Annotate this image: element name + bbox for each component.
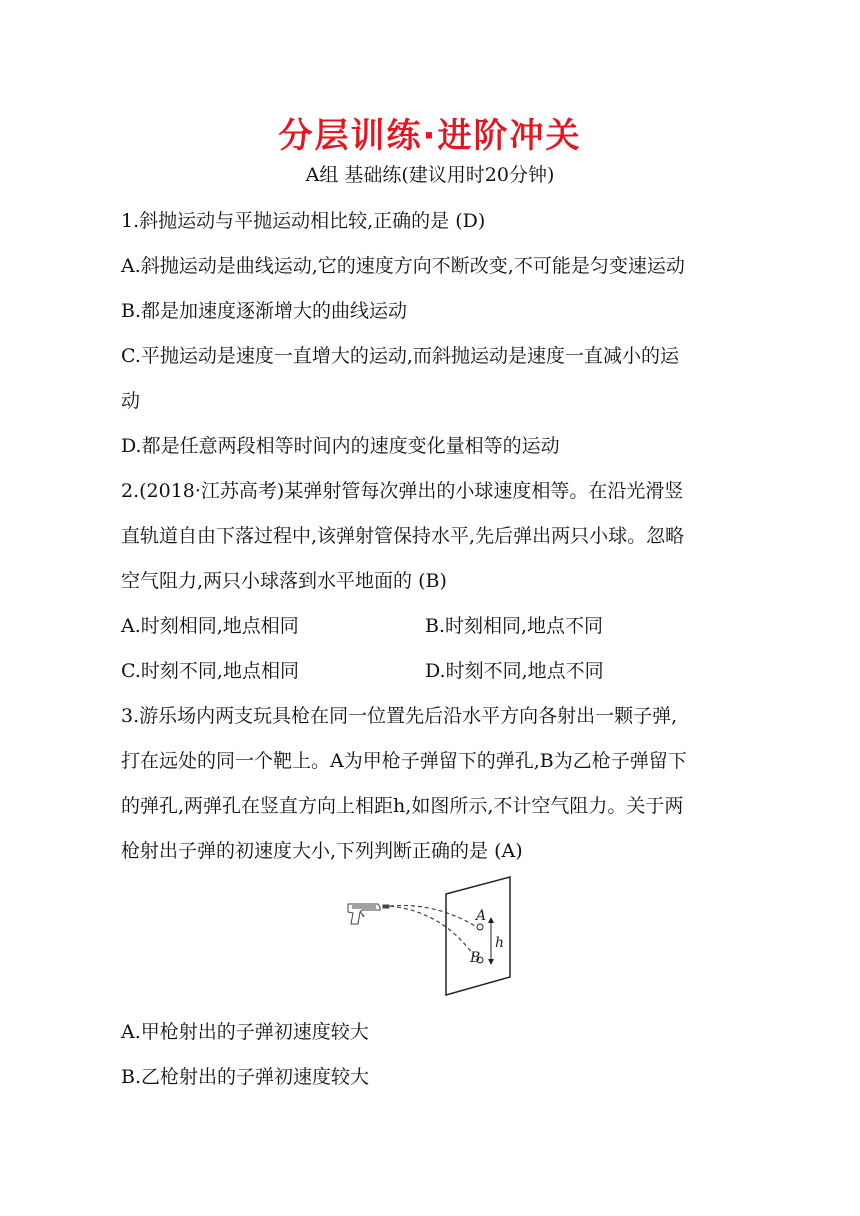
trajectory-b: [390, 906, 477, 960]
label-h: h: [495, 935, 505, 951]
q2-stem-line1: 2.(2018·江苏高考)某弹射管每次弹出的小球速度相等。在沿光滑竖: [121, 480, 684, 502]
q1-option-b: B.都是加速度逐渐增大的曲线运动: [121, 300, 408, 322]
q3-option-a: A.甲枪射出的子弹初速度较大: [121, 1021, 369, 1043]
gun-target-figure: [340, 872, 520, 1000]
q1-option-a: A.斜抛运动是曲线运动,它的速度方向不断改变,不可能是匀变速运动: [121, 255, 685, 277]
q2-stem-line2: 直轨道自由下落过程中,该弹射管保持水平,先后弹出两只小球。忽略: [121, 525, 685, 547]
trajectory-a: [390, 905, 477, 927]
q3-stem-line3: 的弹孔,两弹孔在竖直方向上相距h,如图所示,不计空气阻力。关于两: [121, 795, 684, 817]
page-title: 分层训练·进阶冲关: [278, 116, 582, 156]
q1-option-c: C.平抛运动是速度一直增大的运动,而斜抛运动是速度一直减小的运: [121, 345, 679, 367]
q2-option-b: B.时刻相同,地点不同: [425, 615, 604, 637]
q2-option-a: A.时刻相同,地点相同: [121, 615, 299, 637]
q2-stem-line3: 空气阻力,两只小球落到水平地面的 (B): [121, 570, 447, 592]
q1-option-c-continued: 动: [121, 390, 141, 412]
q3-stem-line2: 打在远处的同一个靶上。A为甲枪子弹留下的弹孔,B为乙枪子弹留下: [121, 750, 687, 772]
label-b: B: [470, 950, 481, 966]
label-a: A: [476, 908, 487, 924]
toy-gun-icon: [348, 904, 389, 924]
q3-stem-line4: 枪射出子弹的初速度大小,下列判断正确的是 (A): [121, 840, 523, 862]
q2-option-d: D.时刻不同,地点不同: [425, 660, 604, 682]
q3-option-b: B.乙枪射出的子弹初速度较大: [121, 1066, 370, 1088]
q2-option-c: C.时刻不同,地点相同: [121, 660, 299, 682]
bullet-hole-a: [477, 924, 483, 930]
q1-stem: 1.斜抛运动与平抛运动相比较,正确的是 (D): [121, 210, 486, 232]
q3-stem-line1: 3.游乐场内两支玩具枪在同一位置先后沿水平方向各射出一颗子弹,: [121, 705, 678, 727]
q1-option-d: D.都是任意两段相等时间内的速度变化量相等的运动: [121, 435, 560, 457]
section-subtitle: A组 基础练(建议用时20分钟): [305, 164, 555, 186]
